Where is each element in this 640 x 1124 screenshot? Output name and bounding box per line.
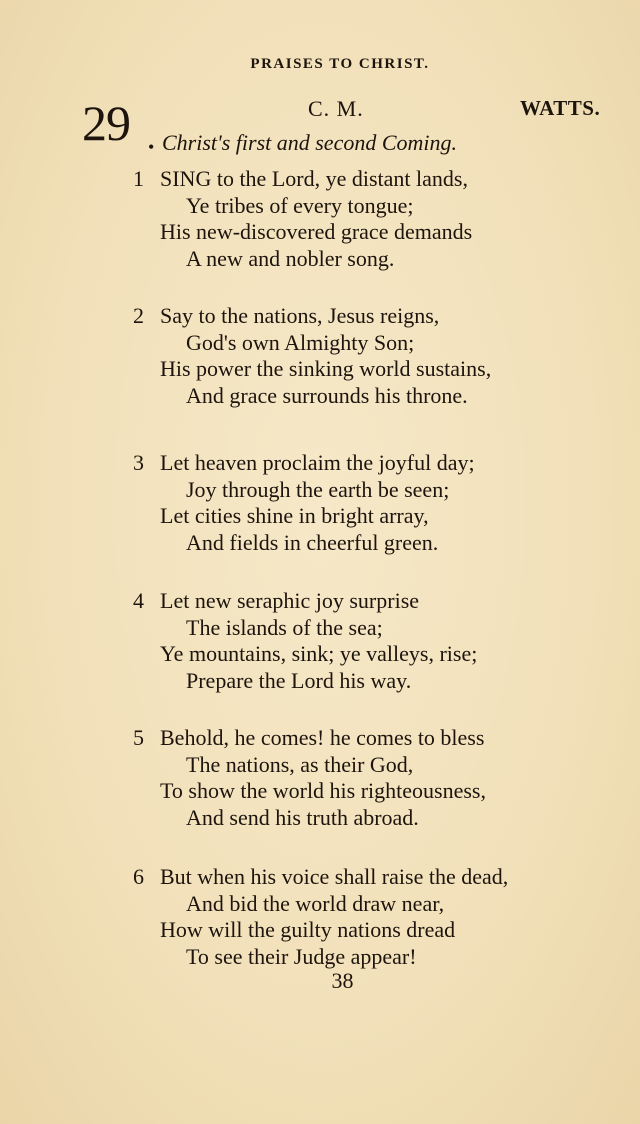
stanza-number: 2 <box>133 303 144 328</box>
hymn-meter: C. M. <box>308 96 364 121</box>
verse-line: The nations, as their God, <box>186 751 414 777</box>
verse-line: A new and nobler song. <box>186 245 395 271</box>
verse-line: Let cities shine in bright array, <box>160 503 429 528</box>
verse-line: The islands of the sea; <box>186 614 383 640</box>
hymn-author: WATTS. <box>520 96 601 120</box>
stanza-number: 6 <box>133 864 144 889</box>
verse-line: SING to the Lord, ye distant lands, <box>160 166 468 191</box>
verse-line: To show the world his righteousness, <box>160 778 486 803</box>
verse-line: His new-discovered grace demands <box>160 219 473 244</box>
verse-line: How will the guilty nations dread <box>160 917 456 942</box>
verse-line: Behold, he comes! he comes to bless <box>160 725 485 750</box>
running-head: PRAISES TO CHRIST. <box>250 56 430 72</box>
verse-line: And bid the world draw near, <box>186 890 445 916</box>
verse-line: Ye mountains, sink; ye valleys, rise; <box>160 641 478 666</box>
stanza-number: 3 <box>133 450 144 475</box>
verse-line: Ye tribes of every tongue; <box>186 192 414 218</box>
verse-line: Say to the nations, Jesus reigns, <box>160 303 440 328</box>
hymn-number: 29 <box>82 95 130 151</box>
verse-line: Let heaven proclaim the joyful day; <box>160 450 475 475</box>
stanza-number: 1 <box>133 166 144 191</box>
stanza-number: 4 <box>133 588 144 613</box>
hymn-title: Christ's first and second Coming. <box>162 130 458 155</box>
page-number: 38 <box>331 968 354 993</box>
hymn-number-dot: • <box>148 137 155 157</box>
verse-line: His power the sinking world sustains, <box>160 356 492 381</box>
verse-line: Joy through the earth be seen; <box>186 476 450 502</box>
verse-line: But when his voice shall raise the dead, <box>160 864 509 889</box>
verse-line: Let new seraphic joy surprise <box>160 588 420 613</box>
verse-line: God's own Almighty Son; <box>186 329 415 355</box>
verse-line: And grace surrounds his throne. <box>186 382 468 408</box>
verse-line: And fields in cheerful green. <box>186 529 439 555</box>
verse-line: To see their Judge appear! <box>186 943 417 969</box>
verse-line: And send his truth abroad. <box>186 804 419 830</box>
verse-line: Prepare the Lord his way. <box>186 667 412 693</box>
stanza-number: 5 <box>133 725 144 750</box>
